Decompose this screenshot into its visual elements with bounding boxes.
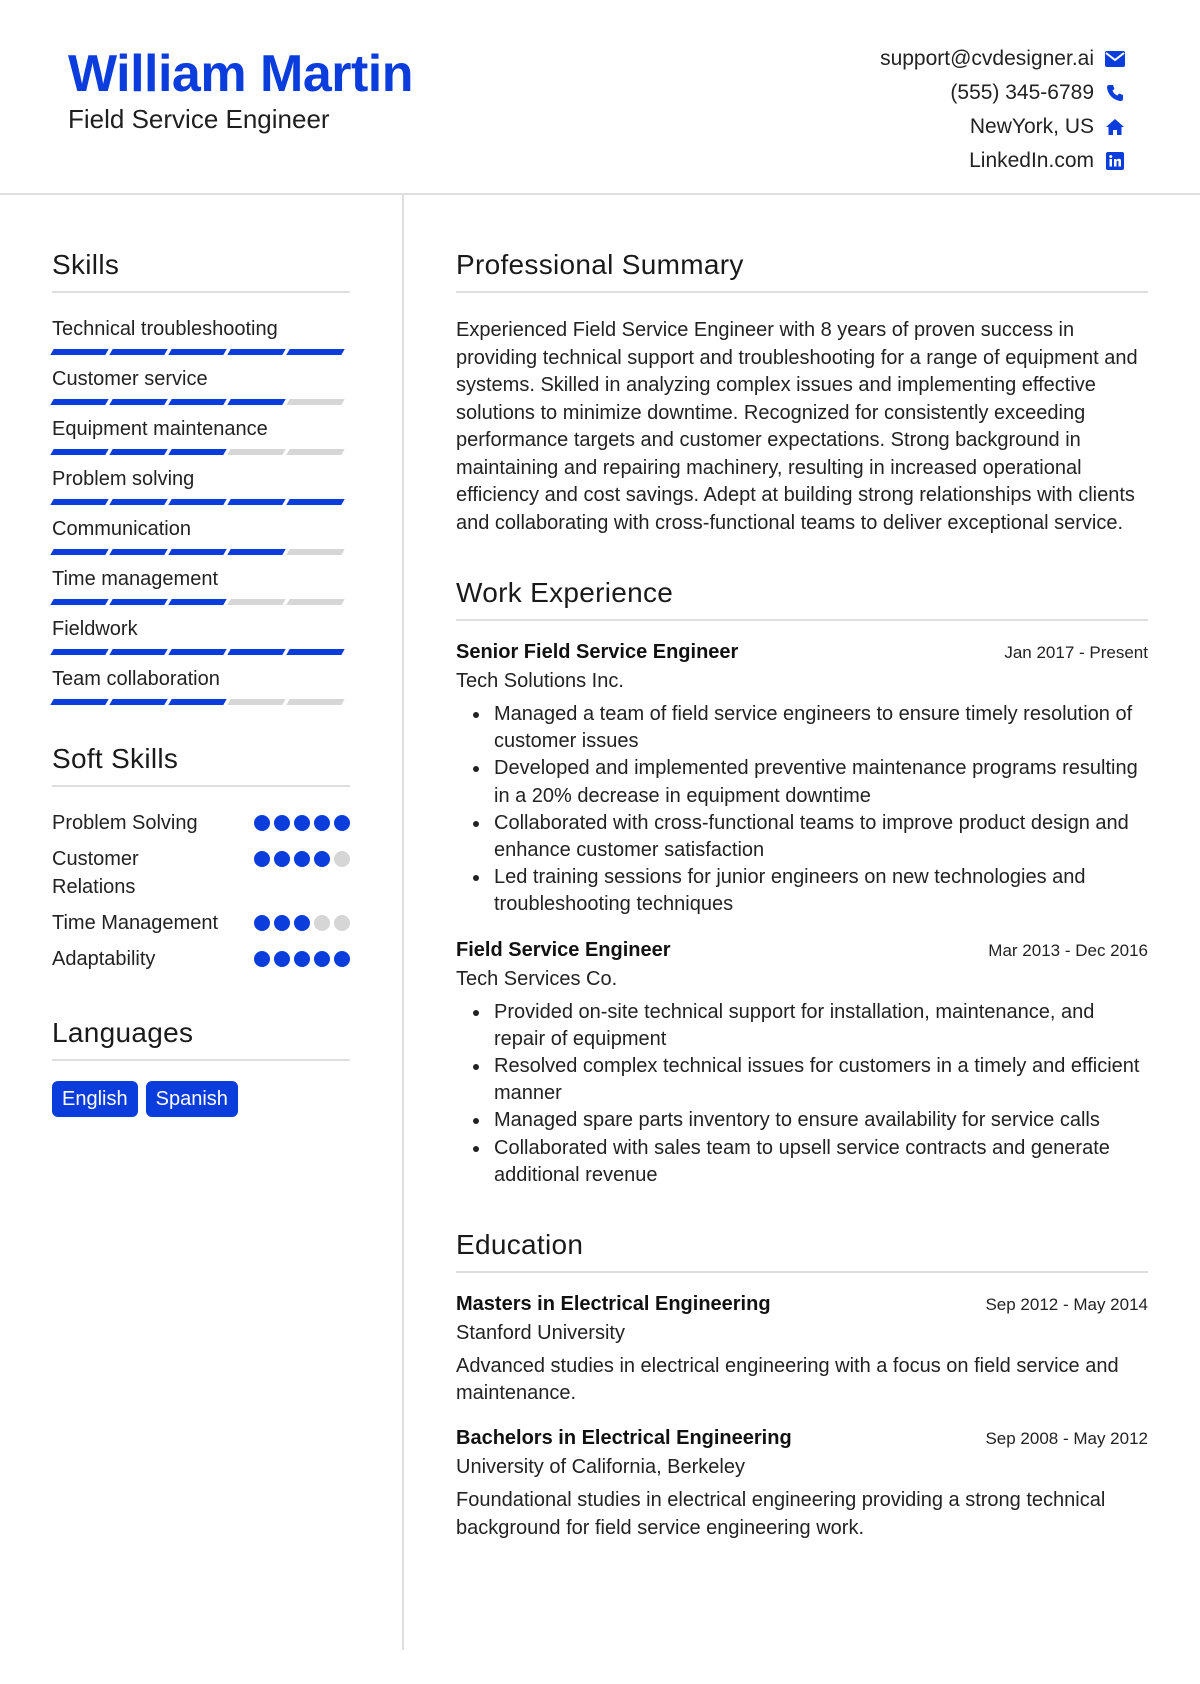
job-bullet: Managed a team of field service engineers to ensure timely resolution of customer issues xyxy=(494,701,1148,755)
skills-heading: Skills xyxy=(52,249,350,293)
rating-dot-filled xyxy=(254,851,270,867)
rating-dot-filled xyxy=(334,951,350,967)
skills-section xyxy=(52,195,350,705)
education-entry xyxy=(456,1427,1148,1541)
contact-location xyxy=(706,110,1126,144)
column-divider xyxy=(402,195,404,1650)
contact-linkedin[interactable] xyxy=(706,144,1126,178)
skill-level-segment-filled xyxy=(168,699,226,705)
skill-level-segment-filled xyxy=(109,449,167,455)
skill-level-segment-filled xyxy=(168,599,226,605)
job-company: Tech Services Co. xyxy=(456,967,618,990)
skill-level-segment-filled xyxy=(50,349,108,355)
skill-name: Fieldwork xyxy=(52,618,138,640)
job-bullet: Resolved complex technical issues for customers in a timely and efficient manner xyxy=(494,1053,1148,1107)
skill-level-segment-empty xyxy=(227,599,285,605)
language-badge: Spanish xyxy=(146,1081,238,1117)
skill-level-bar xyxy=(52,349,350,355)
skill-level-segment-filled xyxy=(286,649,344,655)
rating-dot-filled xyxy=(254,915,270,931)
skill-level-bar xyxy=(52,549,350,555)
rating-dot-filled xyxy=(314,951,330,967)
rating-dot-filled xyxy=(294,915,310,931)
skill-name: Technical troubleshooting xyxy=(52,318,278,340)
skill-level-segment-filled xyxy=(109,349,167,355)
skill-level-bar xyxy=(52,599,350,605)
skill-level-segment-filled xyxy=(168,449,226,455)
rating-dot-filled xyxy=(314,815,330,831)
education-description: Advanced studies in electrical engineering with a focus on field service and maintenance. xyxy=(456,1355,1119,1405)
job-bullet: Led training sessions for junior engineers on new technologies and troubleshooting techniques xyxy=(494,864,1148,918)
skill-level-segment-filled xyxy=(50,549,108,555)
skill-level-segment-filled xyxy=(227,649,285,655)
education-heading: Education xyxy=(456,1229,1148,1273)
skill-level-bar xyxy=(52,649,350,655)
skill-level-segment-filled xyxy=(50,699,108,705)
job-bullet: Managed spare parts inventory to ensure availability for service calls xyxy=(494,1107,1148,1134)
job-company: Tech Solutions Inc. xyxy=(456,670,624,692)
work-experience-section xyxy=(456,537,1148,1189)
skill-name: Problem solving xyxy=(52,468,195,490)
soft-skill-name: Problem Solving xyxy=(52,812,198,834)
skill-level-segment-filled xyxy=(168,349,226,355)
skill-level-segment-filled xyxy=(109,649,167,655)
rating-dot-filled xyxy=(274,851,290,867)
skills-list xyxy=(52,315,350,705)
skill-item xyxy=(52,565,350,605)
skill-level-segment-filled xyxy=(109,699,167,705)
soft-skills-heading: Soft Skills xyxy=(52,743,350,787)
job-dates: Mar 2013 - Dec 2016 xyxy=(988,940,1148,960)
job-role: Senior Field Service Engineer xyxy=(456,641,739,663)
rating-dot-filled xyxy=(274,951,290,967)
skill-item xyxy=(52,515,350,555)
skill-name: Time management xyxy=(52,568,218,590)
soft-skill-rating xyxy=(254,845,350,867)
soft-skill-item xyxy=(52,809,350,837)
rating-dot-empty xyxy=(314,915,330,931)
skill-item xyxy=(52,665,350,705)
skill-level-segment-filled xyxy=(168,549,226,555)
education-section xyxy=(456,1189,1148,1542)
skill-item xyxy=(52,365,350,405)
skill-name: Equipment maintenance xyxy=(52,418,268,440)
languages-section xyxy=(52,981,350,1117)
skill-level-segment-filled xyxy=(50,399,108,405)
summary-text: Experienced Field Service Engineer with 8 years of proven success in providing technical support and troubleshooting for a range of equipment and systems. Skilled in analyzing complex issues and implementing effective solutions to minimize downtime. Recognized for consistently exceeding performance targets and customer expectations. Strong background in maintaining and repairing machinery, resulting in increased operational efficiency and cost savings. Adept at building strong relationships with clients and collaborating with cross-functional teams to deliver exceptional service. xyxy=(456,319,1138,534)
degree-title: Masters in Electrical Engineering xyxy=(456,1293,771,1316)
summary-section xyxy=(456,195,1148,537)
skill-level-segment-empty xyxy=(227,449,285,455)
skill-level-segment-filled xyxy=(109,399,167,405)
skill-level-segment-filled xyxy=(227,499,285,505)
rating-dot-empty xyxy=(334,915,350,931)
soft-skills-section xyxy=(52,715,350,973)
right-column xyxy=(456,195,1148,1542)
job-bullet: Provided on-site technical support for installation, maintenance, and repair of equipment xyxy=(494,999,1148,1053)
skill-level-segment-filled xyxy=(50,499,108,505)
rating-dot-filled xyxy=(274,815,290,831)
contact-list xyxy=(706,42,1126,178)
skill-level-segment-filled xyxy=(286,349,344,355)
skill-level-segment-empty xyxy=(286,549,344,555)
languages-list xyxy=(52,1081,350,1117)
education-dates: Sep 2008 - May 2012 xyxy=(985,1429,1148,1449)
skill-item xyxy=(52,615,350,655)
language-badge: English xyxy=(52,1081,138,1117)
rating-dot-filled xyxy=(254,951,270,967)
envelope-icon xyxy=(1104,48,1126,70)
job-role: Field Service Engineer xyxy=(456,938,671,961)
skill-level-segment-filled xyxy=(227,349,285,355)
skill-level-bar xyxy=(52,499,350,505)
contact-location-text: NewYork, US xyxy=(969,115,1094,138)
skill-level-segment-empty xyxy=(227,699,285,705)
skill-item xyxy=(52,465,350,505)
skill-name: Communication xyxy=(52,518,191,540)
left-column xyxy=(52,195,350,1117)
education-description: Foundational studies in electrical engineering providing a strong technical background for field service engineering work. xyxy=(456,1489,1106,1539)
skill-level-bar xyxy=(52,449,350,455)
soft-skill-item xyxy=(52,945,350,973)
soft-skills-list xyxy=(52,809,350,973)
skill-level-segment-filled xyxy=(168,649,226,655)
work-experience-heading: Work Experience xyxy=(456,577,1148,621)
education-entry xyxy=(456,1293,1148,1407)
job-dates: Jan 2017 - Present xyxy=(1004,643,1148,662)
rating-dot-filled xyxy=(254,815,270,831)
resume-header xyxy=(0,0,1200,195)
soft-skill-rating xyxy=(254,809,350,831)
skill-level-segment-filled xyxy=(227,549,285,555)
skill-level-segment-empty xyxy=(286,449,344,455)
rating-dot-filled xyxy=(314,851,330,867)
education-dates: Sep 2012 - May 2014 xyxy=(985,1295,1148,1315)
soft-skill-name: Time Management xyxy=(52,912,218,934)
home-icon xyxy=(1104,116,1126,138)
skill-level-segment-empty xyxy=(286,599,344,605)
job-bullet: Collaborated with sales team to upsell service contracts and generate additional revenue xyxy=(494,1135,1148,1189)
degree-title: Bachelors in Electrical Engineering xyxy=(456,1427,792,1450)
skill-level-segment-filled xyxy=(50,599,108,605)
rating-dot-filled xyxy=(294,951,310,967)
skill-level-segment-filled xyxy=(50,649,108,655)
skill-level-segment-filled xyxy=(109,599,167,605)
job-entry xyxy=(456,939,1148,1189)
soft-skill-rating xyxy=(254,945,350,967)
skill-level-bar xyxy=(52,699,350,705)
soft-skill-name: Adaptability xyxy=(52,948,156,970)
school-name: University of California, Berkeley xyxy=(456,1456,745,1479)
soft-skill-rating xyxy=(254,909,350,931)
skill-item xyxy=(52,415,350,455)
summary-heading: Professional Summary xyxy=(456,249,1148,293)
candidate-name: William Martin xyxy=(68,45,414,103)
job-bullet: Developed and implemented preventive maintenance programs resulting in a 20% decrease in equipment downtime xyxy=(494,755,1148,809)
job-bullets xyxy=(456,999,1148,1189)
skill-level-segment-empty xyxy=(286,399,344,405)
skill-level-bar xyxy=(52,399,350,405)
contact-linkedin-text: LinkedIn.com xyxy=(969,149,1094,172)
phone-icon xyxy=(1104,82,1126,104)
skill-name: Team collaboration xyxy=(52,668,220,690)
job-entry xyxy=(456,641,1148,919)
rating-dot-filled xyxy=(294,815,310,831)
contact-email-text: support@cvdesigner.ai xyxy=(880,47,1094,70)
skill-level-segment-filled xyxy=(109,549,167,555)
soft-skill-item xyxy=(52,909,350,937)
soft-skill-item xyxy=(52,845,350,901)
job-bullets xyxy=(456,701,1148,919)
rating-dot-empty xyxy=(334,851,350,867)
skill-level-segment-filled xyxy=(168,499,226,505)
skill-name: Customer service xyxy=(52,368,208,390)
candidate-title: Field Service Engineer xyxy=(68,104,330,134)
school-name: Stanford University xyxy=(456,1322,625,1345)
contact-phone-text: (555) 345-6789 xyxy=(950,81,1094,104)
skill-level-segment-empty xyxy=(286,699,344,705)
skill-level-segment-filled xyxy=(286,499,344,505)
skill-item xyxy=(52,315,350,355)
skill-level-segment-filled xyxy=(50,449,108,455)
rating-dot-filled xyxy=(294,851,310,867)
contact-phone[interactable] xyxy=(706,76,1126,110)
languages-heading: Languages xyxy=(52,1017,350,1061)
skill-level-segment-filled xyxy=(109,499,167,505)
linkedin-icon xyxy=(1104,150,1126,172)
rating-dot-filled xyxy=(334,815,350,831)
soft-skill-name: Customer Relations xyxy=(52,848,139,898)
skill-level-segment-filled xyxy=(168,399,226,405)
rating-dot-filled xyxy=(274,915,290,931)
skill-level-segment-filled xyxy=(227,399,285,405)
contact-email[interactable] xyxy=(706,42,1126,76)
job-bullet: Collaborated with cross-functional teams to improve product design and enhance customer satisfaction xyxy=(494,810,1148,864)
